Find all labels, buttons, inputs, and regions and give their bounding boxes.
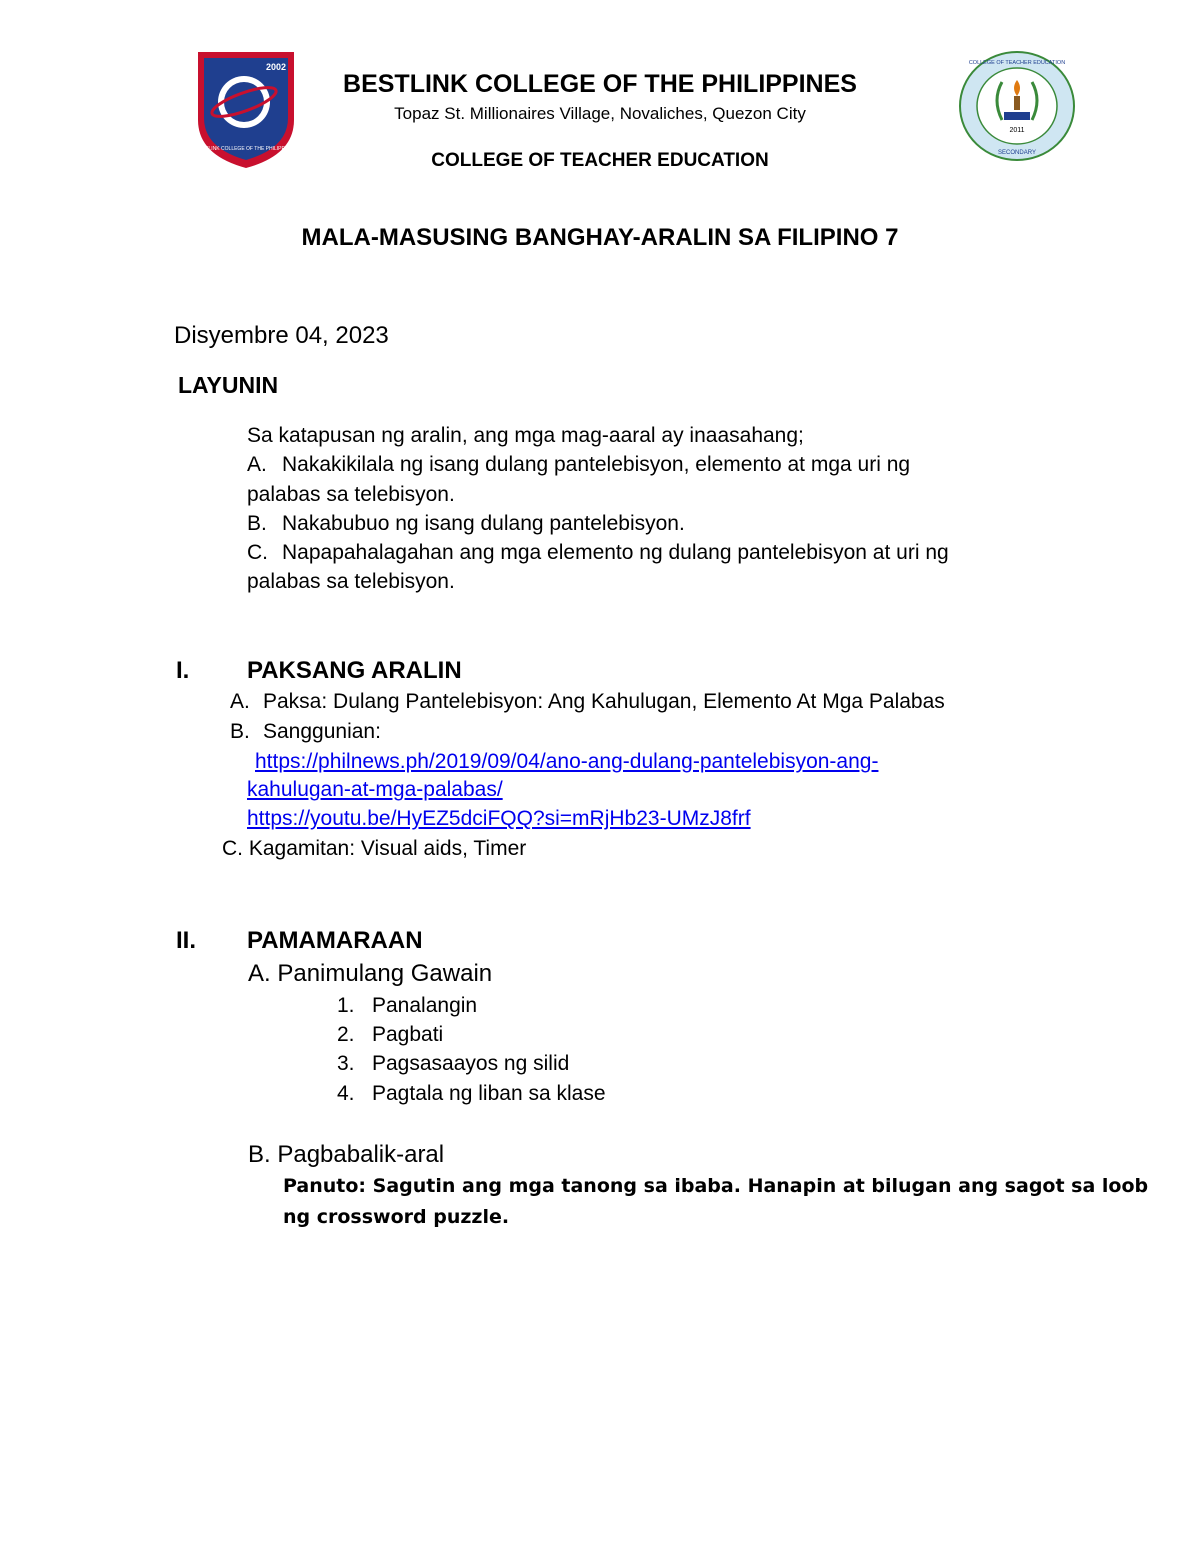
layunin-marker: A. bbox=[247, 453, 267, 476]
paksa-text: Paksa: Dulang Pantelebisyon: Ang Kahulugan, Elemento At Mga Palabas bbox=[263, 690, 945, 713]
list-number: 3. bbox=[337, 1052, 355, 1075]
list-item: Panalangin bbox=[372, 994, 478, 1017]
kagamitan-text: C. Kagamitan: Visual aids, Timer bbox=[222, 837, 527, 860]
list-item: Pagbati bbox=[372, 1023, 444, 1046]
reference-link-philnews[interactable]: https://philnews.ph/2019/09/04/ano-ang-dulang-pantelebisyon-ang- bbox=[255, 750, 879, 773]
panimulang-gawain-title: A. Panimulang Gawain bbox=[248, 960, 493, 987]
list-number: 4. bbox=[337, 1082, 355, 1105]
seal-ring-text: BESTLINK COLLEGE OF THE PHILIPPINES bbox=[196, 146, 296, 152]
list-number: 2. bbox=[337, 1023, 355, 1046]
paksa-marker: A. bbox=[230, 690, 250, 713]
college-name: COLLEGE OF TEACHER EDUCATION bbox=[431, 150, 769, 171]
layunin-marker: B. bbox=[247, 512, 267, 535]
sanggunian-marker: B. bbox=[230, 720, 250, 743]
school-address: Topaz St. Millionaires Village, Novaliches, Quezon City bbox=[394, 104, 806, 123]
pagbabalik-aral-title: B. Pagbabalik-aral bbox=[248, 1141, 445, 1168]
layunin-marker: C. bbox=[247, 541, 268, 564]
section-numeral: I. bbox=[176, 657, 190, 684]
list-item: Pagtala ng liban sa klase bbox=[372, 1082, 606, 1105]
layunin-item-a-cont: palabas sa telebisyon. bbox=[247, 483, 455, 506]
list-item: Pagsasaayos ng silid bbox=[372, 1052, 570, 1075]
pamamaraan-heading: PAMAMARAAN bbox=[247, 927, 423, 954]
section-numeral: II. bbox=[176, 927, 197, 954]
panuto-line-2: ng crossword puzzle. bbox=[283, 1206, 510, 1228]
layunin-item-c-cont: palabas sa telebisyon. bbox=[247, 570, 455, 593]
seal-ring-text: COLLEGE OF TEACHER EDUCATION bbox=[968, 60, 1066, 66]
lesson-date: Disyembre 04, 2023 bbox=[174, 322, 389, 349]
document-title: MALA-MASUSING BANGHAY-ARALIN SA FILIPINO 7 bbox=[301, 224, 899, 251]
layunin-item-a: Nakakikilala ng isang dulang pantelebisyon, elemento at mga uri ng bbox=[282, 453, 911, 476]
paksang-aralin-heading: PAKSANG ARALIN bbox=[247, 657, 462, 684]
reference-link-youtube[interactable]: https://youtu.be/HyEZ5dciFQQ?si=mRjHb23-UMzJ8frf bbox=[247, 807, 751, 830]
panuto-line-1: Panuto: Sagutin ang mga tanong sa ibaba. Hanapin at bilugan ang sagot sa loob bbox=[283, 1175, 1149, 1197]
seal-bottom-text: SECONDARY bbox=[998, 150, 1036, 156]
layunin-heading: LAYUNIN bbox=[178, 372, 279, 398]
reference-link-philnews-cont[interactable]: kahulugan-at-mga-palabas/ bbox=[247, 778, 503, 801]
sanggunian-label: Sanggunian: bbox=[263, 720, 381, 743]
list-number: 1. bbox=[337, 994, 355, 1017]
seal-year: 2011 bbox=[1009, 127, 1025, 134]
school-name: BESTLINK COLLEGE OF THE PHILIPPINES bbox=[343, 70, 857, 98]
layunin-intro: Sa katapusan ng aralin, ang mga mag-aaral ay inaasahang; bbox=[247, 424, 804, 447]
layunin-item-b: Nakabubuo ng isang dulang pantelebisyon. bbox=[282, 512, 685, 535]
seal-year: 2002 bbox=[266, 62, 287, 72]
layunin-item-c: Napapahalagahan ang mga elemento ng dulang pantelebisyon at uri ng bbox=[282, 541, 949, 564]
